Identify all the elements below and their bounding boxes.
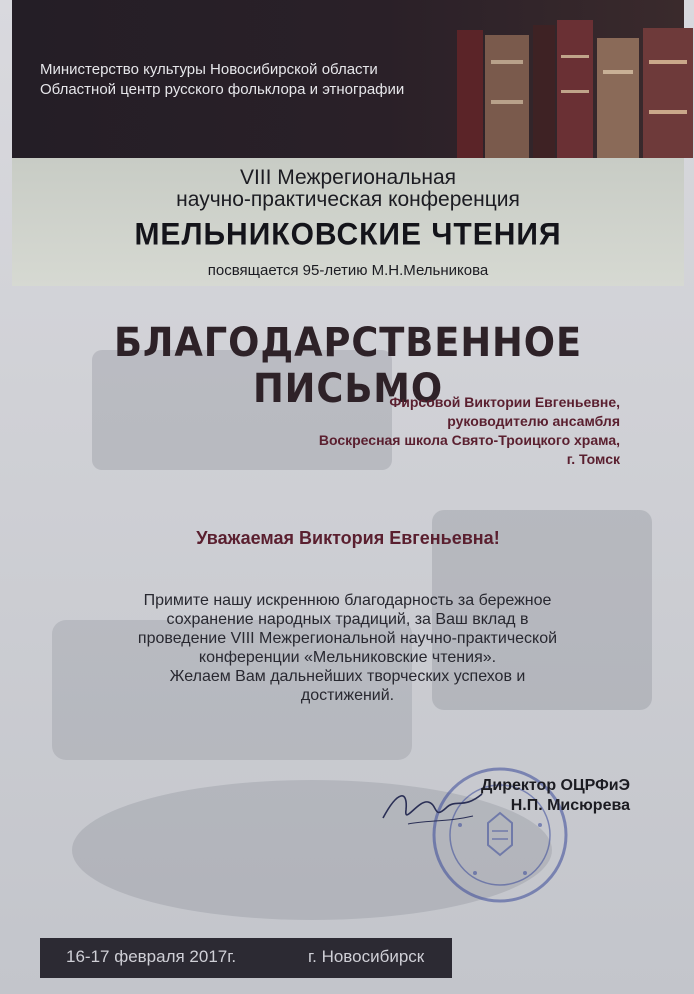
body-line-5: Желаем Вам дальнейших творческих успехов и xyxy=(169,668,526,685)
conference-name: МЕЛЬНИКОВСКИЕ ЧТЕНИЯ xyxy=(134,217,562,252)
conference-dedication: посвящается 95-летию М.Н.Мельникова xyxy=(207,262,489,279)
body-line-1: Примите нашу искреннюю благодарность за бережное xyxy=(143,592,552,609)
body-line-6: достижений. xyxy=(300,687,395,704)
center-name: Областной центр русского фольклора и этнографии xyxy=(40,81,405,98)
organization-block xyxy=(40,60,404,100)
event-date: 16-17 февраля 2017г. xyxy=(66,947,237,966)
ministry-name: Министерство культуры Новосибирской области xyxy=(40,61,378,78)
recipient-line-3: Воскресная школа Свято-Троицкого храма, xyxy=(318,432,620,448)
recipient-line-1: Фирсовой Виктории Евгеньевне, xyxy=(389,394,620,410)
conference-line-1: VIII Межрегиональная xyxy=(239,166,457,189)
header-band xyxy=(12,0,684,158)
signer-position: Директор ОЦРФиЭ xyxy=(481,777,630,794)
event-city: г. Новосибирск xyxy=(308,947,425,966)
conference-line-2: научно-практическая конференция xyxy=(176,188,520,211)
books-image xyxy=(457,0,694,158)
body-line-3: проведение VIII Межрегиональной научно-практической xyxy=(137,630,558,647)
body-line-2: сохранение народных традиций, за Ваш вклад в xyxy=(166,611,529,628)
recipient-line-4: г. Томск xyxy=(566,451,620,467)
signer-name: Н.П. Мисюрева xyxy=(510,797,630,814)
letter-body xyxy=(100,591,595,705)
letter-title: БЛАГОДАРСТВЕННОЕ ПИСЬМО xyxy=(113,320,583,412)
recipient-line-2: руководителю ансамбля xyxy=(447,413,620,429)
recipient-block xyxy=(250,393,620,469)
footer-band xyxy=(40,938,452,978)
signature-block xyxy=(440,776,630,816)
body-line-4: конференции «Мельниковские чтения». xyxy=(198,649,497,666)
greeting: Уважаемая Виктория Евгеньевна! xyxy=(196,528,500,548)
